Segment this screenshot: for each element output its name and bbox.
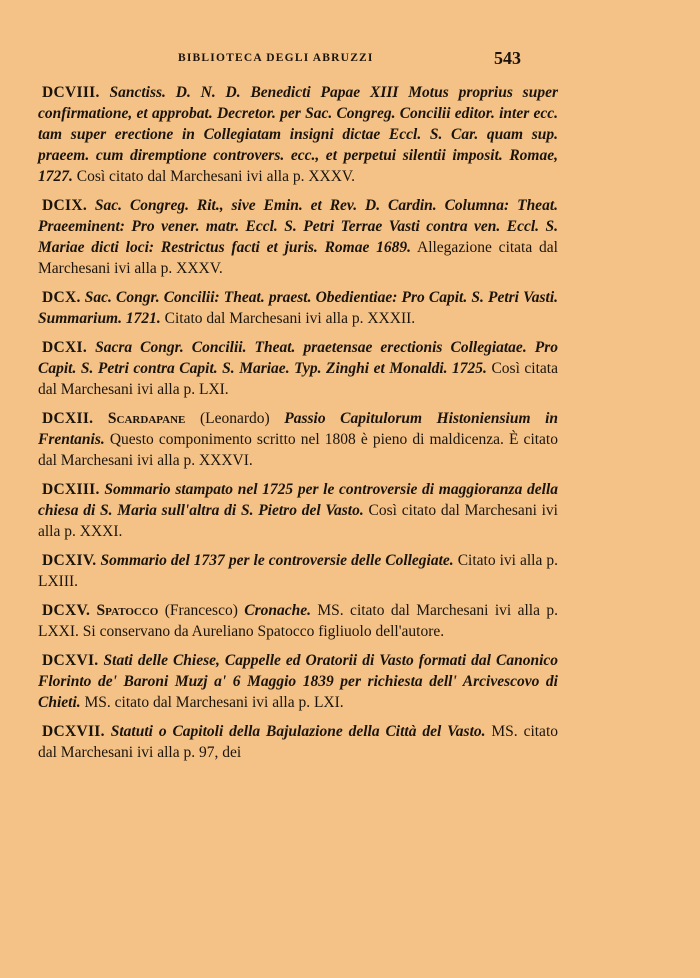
entry-title: Sac. Congr. Concilii: Theat. praest. Obedientiae: Pro Capit. S. Petri Vasti. Summarium. 1721. (38, 289, 559, 327)
bibliography-entry (38, 408, 558, 471)
bibliography-entry (38, 195, 558, 279)
entry-note: Così citato dal Marchesani ivi alla p. XXXI. (38, 502, 558, 540)
entry-number: DCXII. (42, 410, 94, 427)
entry-note: MS. citato dal Marchesani ivi alla p. LXI. (80, 694, 344, 711)
entry-author-given-name: (Francesco) (158, 602, 245, 619)
bibliography-entry (38, 550, 558, 592)
page-number: 543 (494, 48, 521, 68)
entry-note: Allegazione citata dal Marchesani ivi alla p. XXXV. (38, 239, 558, 277)
entry-number: DCXIV. (42, 552, 97, 569)
entry-title: Sanctiss. D. N. D. Benedicti Papae XIII Motus proprius super confirmatione, et approbat. Decretor. per Sac. Congreg. Concilii editor. inter ecc. tam super erectione in Collegiatam insigni dictae Eccl. S. Car. quam sup. praeem. cum diremptione controvers. ecc., et perpetui silentii imposit. Romae, 1727. (38, 84, 558, 185)
entry-number: DCIX. (42, 197, 87, 214)
entry-title: Sommario del 1737 per le controversie delle Collegiate. (100, 552, 454, 569)
bibliography-entry (38, 600, 558, 642)
entry-note: Così citato dal Marchesani ivi alla p. XXXV. (72, 168, 355, 185)
bibliography-entry (38, 287, 558, 329)
entry-number: DCXVI. (42, 652, 99, 669)
entry-number: DCX. (42, 289, 81, 306)
entry-note: Così citata dal Marchesani ivi alla p. LXI. (38, 360, 558, 398)
entry-author: Spatocco (96, 602, 159, 619)
page-body (38, 82, 558, 771)
bibliography-entry (38, 337, 558, 400)
entry-title: Sacra Congr. Concilii. Theat. praetensae erectionis Collegiatae. Pro Capit. S. Petri contra Capit. S. Mariae. Typ. Zinghi et Monaldi. 1725. (38, 339, 559, 377)
entry-note: Citato dal Marchesani ivi alla p. XXXII. (160, 310, 416, 327)
entry-title: Cronache. (244, 602, 312, 619)
entry-title: Passio Capitulorum Histoniensium in Frentanis. (38, 410, 559, 448)
entry-number: DCXI. (42, 339, 87, 356)
bibliography-entry (38, 721, 558, 763)
entry-number: DCXV. (42, 602, 91, 619)
entry-number: DCVIII. (42, 84, 100, 101)
entry-title: Sommario stampato nel 1725 per le controversie di maggioranza della chiesa di S. Maria sull'altra di S. Pietro del Vasto. (38, 481, 558, 519)
entry-number: DCXIII. (42, 481, 100, 498)
entry-note: MS. citato dal Marchesani ivi alla p. LXXI. Si conservano da Aureliano Spatocco figliuolo dell'autore. (38, 602, 558, 640)
bibliography-entry (38, 650, 558, 713)
bibliography-entry (38, 479, 558, 542)
entry-author: Scardapane (107, 410, 186, 427)
entry-title: Statuti o Capitoli della Bajulazione della Città del Vasto. (110, 723, 486, 740)
running-title: BIBLIOTECA DEGLI ABRUZZI (178, 52, 374, 64)
entry-number: DCXVII. (42, 723, 105, 740)
entry-note: MS. citato dal Marchesani ivi alla p. 97, dei (38, 723, 558, 761)
entry-note: Questo componimento scritto nel 1808 è pieno di maldicenza. È citato dal Marchesani ivi alla p. XXXVI. (38, 431, 558, 469)
bibliography-entry (38, 82, 558, 187)
entry-title: Sac. Congreg. Rit., sive Emin. et Rev. D. Cardin. Columna: Theat. Praeeminent: Pro vener. matr. Eccl. S. Petri Terrae Vasti contra ven. Eccl. S. Mariae dicti loci: Restrictus facti et juris. Romae 1689. (38, 197, 558, 256)
entry-title: Stati delle Chiese, Cappelle ed Oratorii di Vasto formati dal Canonico Florinto de' Baroni Muzj a' 6 Maggio 1839 per richiesta dell' Arcivescovo di Chieti. (38, 652, 559, 711)
page-header (0, 0, 700, 70)
entry-author-given-name: (Leonardo) (185, 410, 285, 427)
entry-note: Citato ivi alla p. LXIII. (38, 552, 559, 590)
